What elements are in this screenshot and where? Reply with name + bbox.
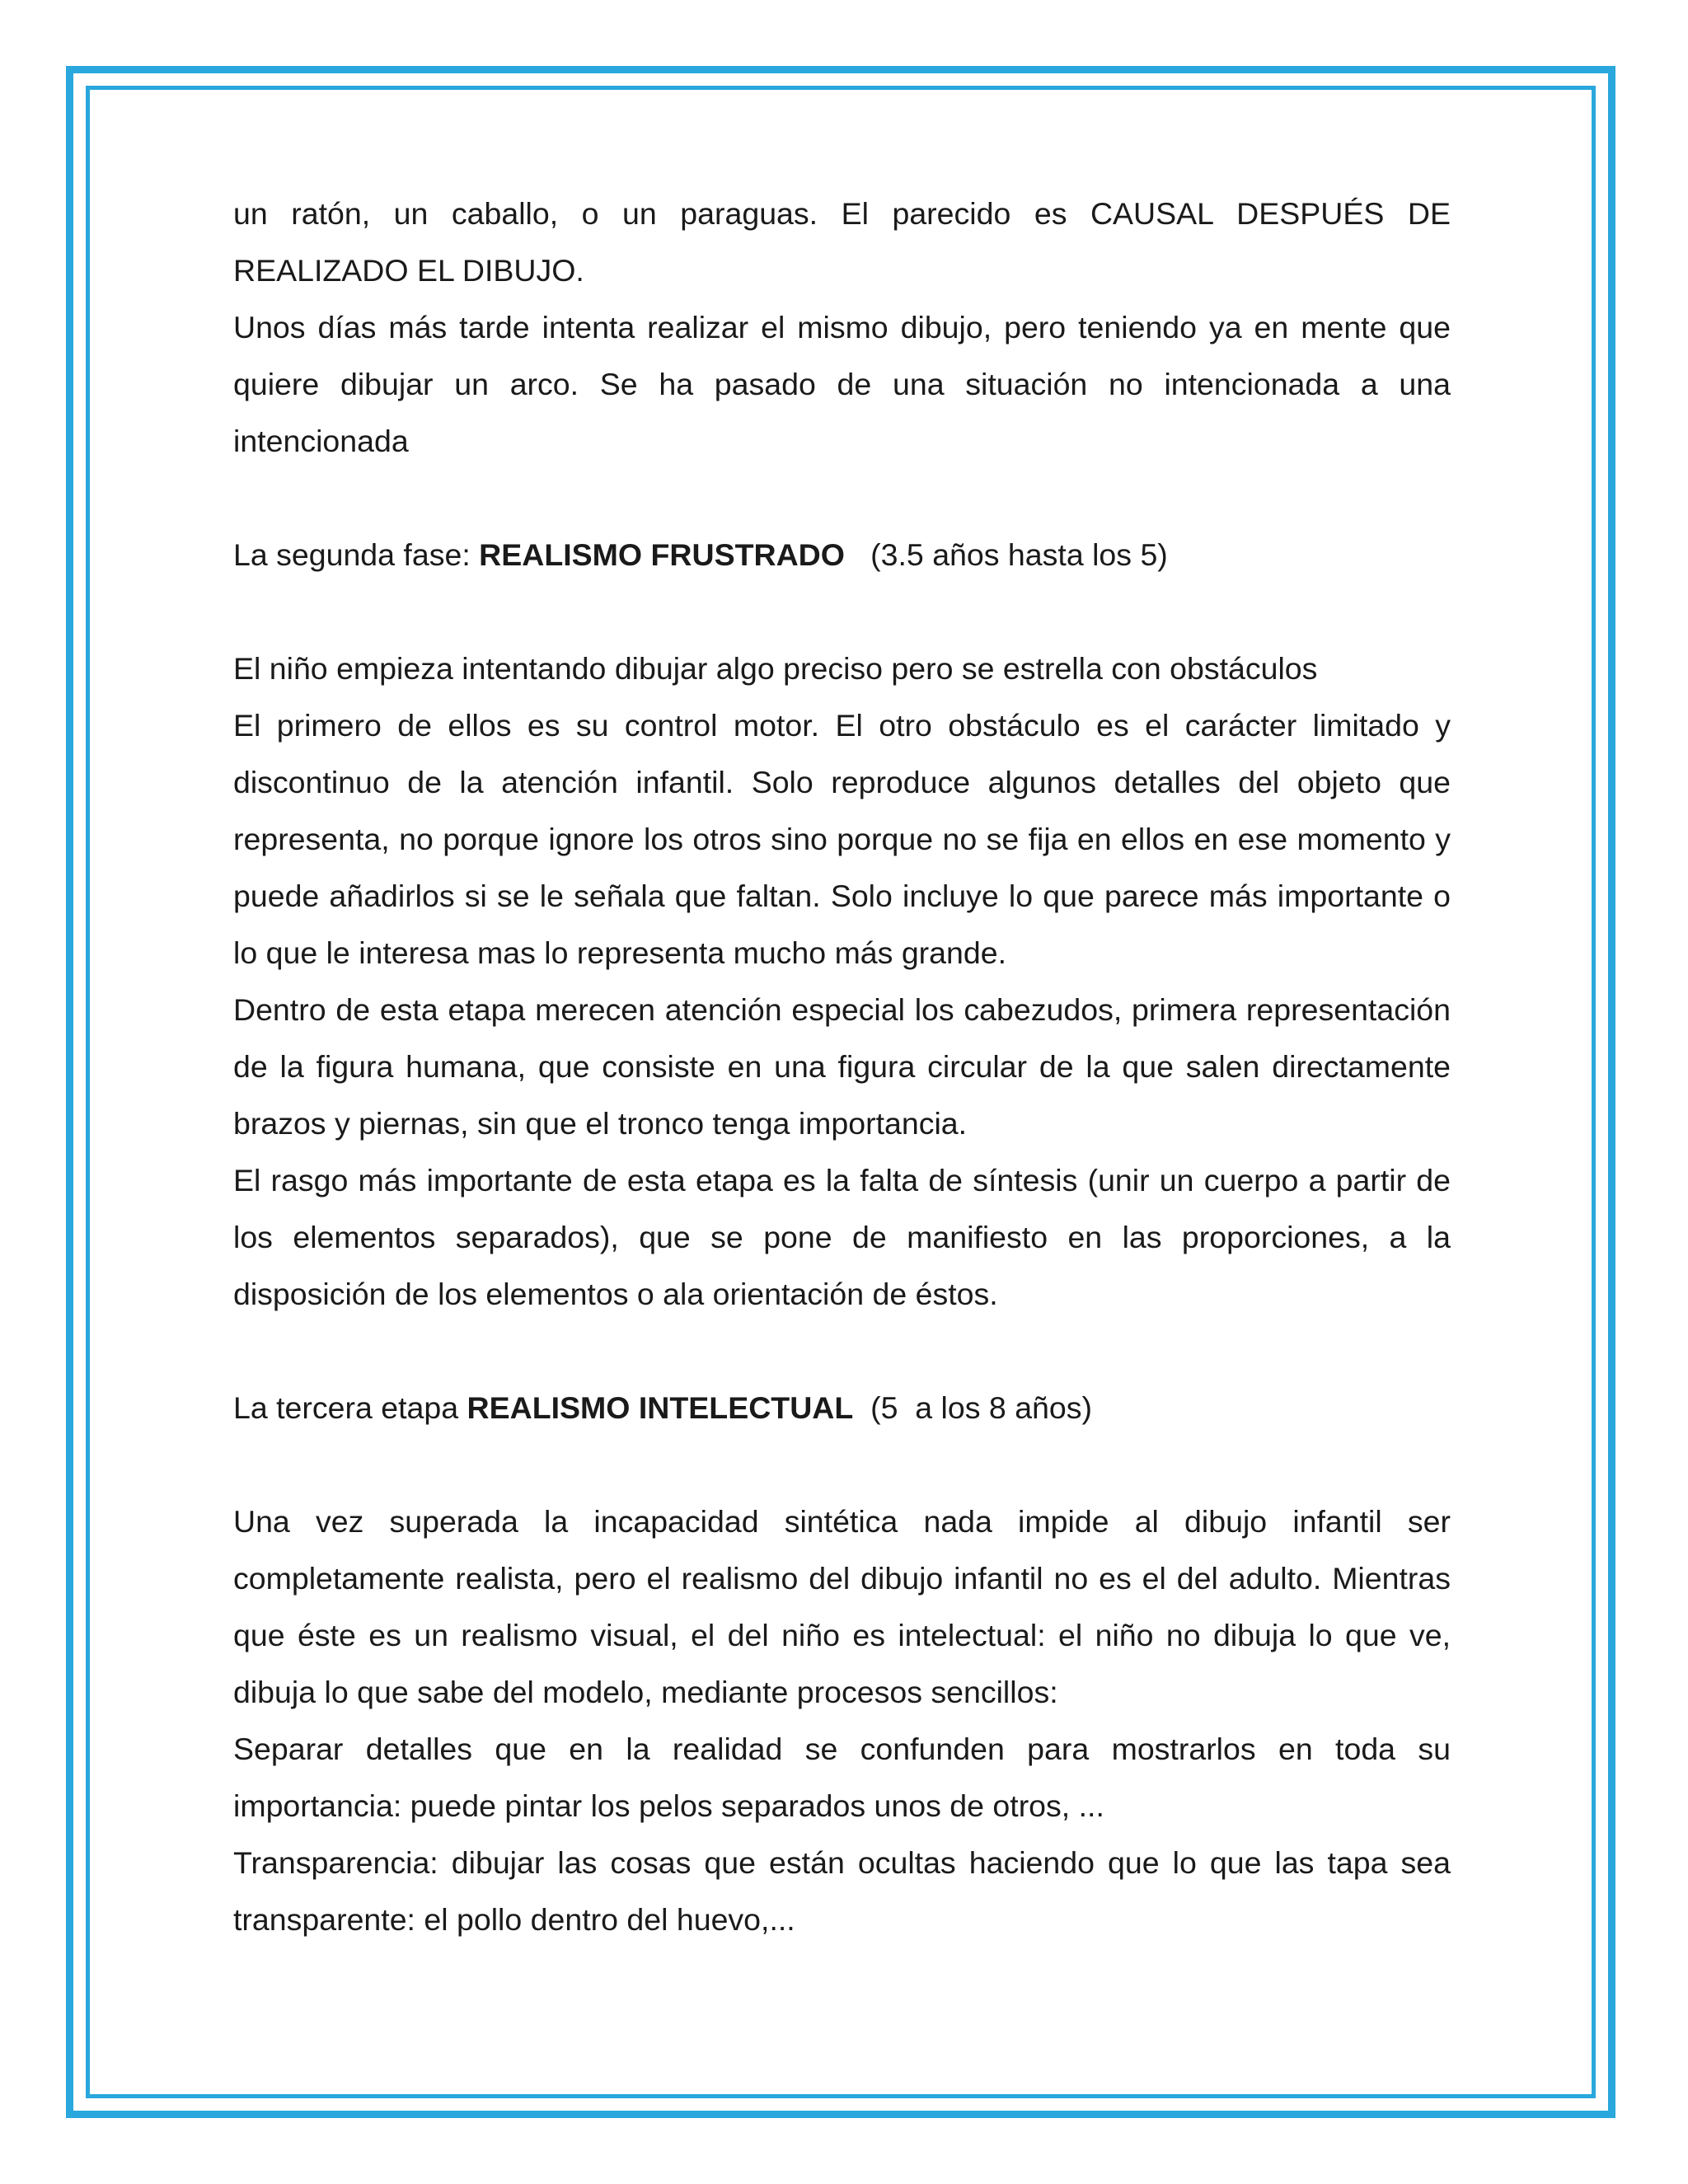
paragraph-4: El primero de ellos es su control motor. El otro obstáculo es el carácter limitado y discontinuo de la atención infantil. Solo reproduce algunos detalles del objeto que representa, no porque ignore los otros sino porque no se fija en ellos en ese momento y puede añadirlos si se le señala que faltan. Solo incluye lo que parece más importante o lo que le interesa mas lo representa mucho más grande. <box>233 708 1451 970</box>
paragraph-9: Transparencia: dibujar las cosas que están ocultas haciendo que lo que las tapa sea transparente: el pollo dentro del huevo,... <box>233 1845 1451 1937</box>
heading-prefix: La segunda fase: <box>233 537 480 572</box>
spacer <box>233 470 1451 527</box>
paragraph-8: Separar detalles que en la realidad se confunden para mostrarlos en toda su importancia: puede pintar los pelos separados unos de otros, ... <box>233 1732 1451 1823</box>
heading-bold: REALISMO INTELECTUAL <box>467 1390 854 1425</box>
document-body <box>233 185 1451 1948</box>
paragraph-5: Dentro de esta etapa merecen atención especial los cabezudos, primera representación de la figura humana, que consiste en una figura circular de la que salen directamente brazos y piernas, sin que el tronco tenga importancia. <box>233 992 1451 1141</box>
heading-suffix: (5 a los 8 años) <box>853 1390 1092 1425</box>
paragraph-7: Una vez superada la incapacidad sintética nada impide al dibujo infantil ser completamente realista, pero el realismo del dibujo infantil no es el del adulto. Mientras que éste es un realismo visual, el del niño es intelectual: el niño no dibuja lo que ve, dibuja lo que sabe del modelo, mediante procesos sencillos: <box>233 1504 1451 1709</box>
paragraph-6: El rasgo más importante de esta etapa es la falta de síntesis (unir un cuerpo a partir de los elementos separados), que se pone de manifiesto en las proporciones, a la disposición de los elementos o ala orientación de éstos. <box>233 1163 1451 1311</box>
spacer <box>233 1323 1451 1380</box>
spacer <box>233 583 1451 640</box>
paragraph-1: un ratón, un caballo, o un paraguas. El parecido es CAUSAL DESPUÉS DE REALIZADO EL DIBUJO. <box>233 196 1451 288</box>
section-heading-tercera-etapa <box>233 1380 1451 1436</box>
paragraph-2: Unos días más tarde intenta realizar el mismo dibujo, pero teniendo ya en mente que quiere dibujar un arco. Se ha pasado de una situación no intencionada a una intencionada <box>233 310 1451 458</box>
section-heading-segunda-fase <box>233 527 1451 583</box>
heading-bold: REALISMO FRUSTRADO <box>479 537 845 572</box>
spacer <box>233 1436 1451 1493</box>
heading-prefix: La tercera etapa <box>233 1390 467 1425</box>
heading-suffix: (3.5 años hasta los 5) <box>844 537 1168 572</box>
paragraph-3: El niño empieza intentando dibujar algo preciso pero se estrella con obstáculos <box>233 651 1318 686</box>
